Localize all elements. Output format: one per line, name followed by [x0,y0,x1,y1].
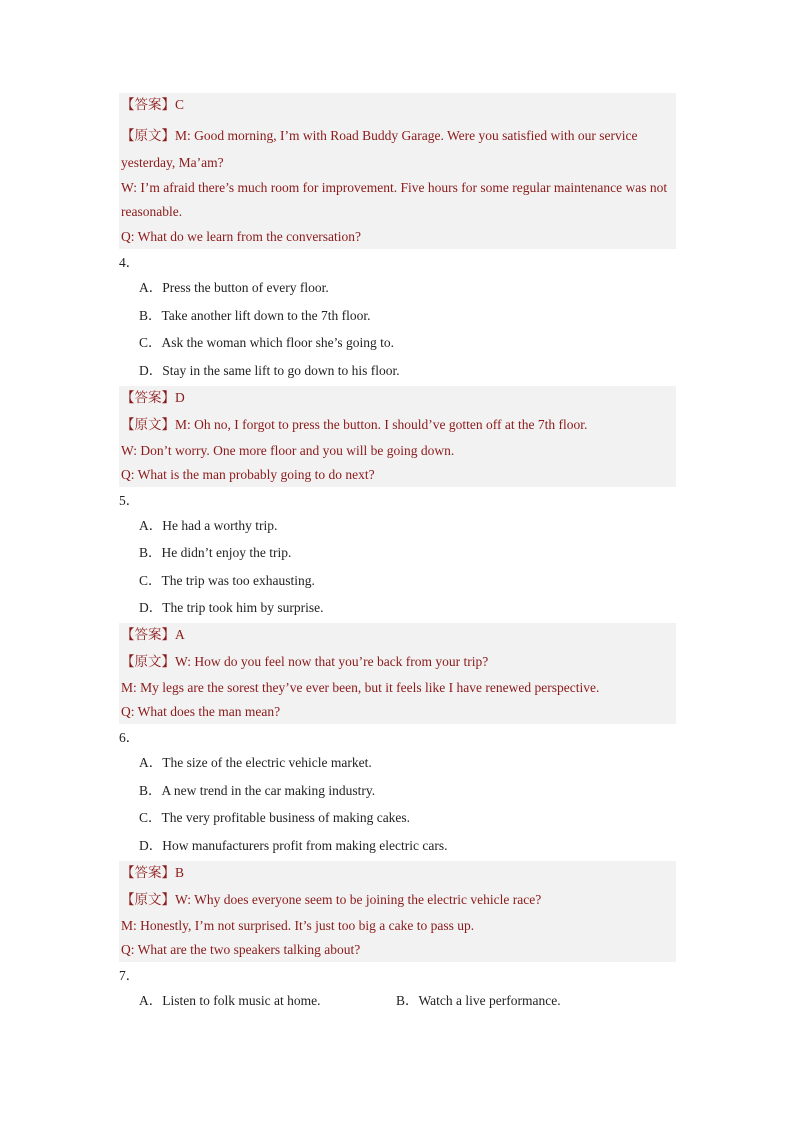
option-b: B．A new trend in the car making industry. [139,782,376,798]
option-d: D．Stay in the same lift to go down to his floor. [139,362,400,378]
question-number: 5． [119,492,140,508]
answer-line: 【答案】C [121,97,185,112]
transcript-line: 【原文】W: How do you feel now that you’re back from your trip? [121,654,489,669]
option-a: A．Listen to folk music at home. [139,992,321,1008]
transcript-line: Q: What is the man probably going to do next? [121,466,375,482]
answer-line: 【答案】B [121,864,185,880]
option-c: C．The trip was too exhausting. [139,572,315,588]
options-row [119,991,676,1011]
option-a: A．The size of the electric vehicle market. [139,755,372,770]
answer-block-6 [119,861,676,962]
answer-block-5 [119,623,676,724]
option-d: D．How manufacturers profit from making electric cars. [139,837,448,853]
transcript-line: 【原文】M: Good morning, I’m with Road Buddy Garage. Were you satisfied with our service yesterday, Ma’am? [121,128,638,170]
transcript-line: Q: What does the man mean? [121,704,281,719]
question-number: 6． [119,730,140,745]
option-c: C．Ask the woman which floor she’s going to. [139,335,394,350]
transcript-line: W: I’m afraid there’s much room for improvement. Five hours for some regular maintenance was not reasonable. [121,180,668,219]
answer-line: 【答案】A [121,627,185,642]
option-b: B．Watch a live performance. [396,992,561,1008]
option-b: B．He didn’t enjoy the trip. [139,545,292,560]
question-number: 7． [119,967,140,983]
option-a: A．Press the button of every floor. [139,280,329,295]
question-number: 4． [119,255,140,270]
transcript-line: Q: What are the two speakers talking about? [121,941,361,957]
option-c: C．The very profitable business of making cakes. [139,810,411,825]
option-b: B．Take another lift down to the 7th floor. [139,307,371,323]
document-page [119,93,676,1018]
transcript-line: 【原文】W: Why does everyone seem to be joining the electric vehicle race? [121,891,542,907]
transcript-line: M: My legs are the sorest they’ve ever been, but it feels like I have renewed perspective. [121,680,600,695]
transcript-line: 【原文】M: Oh no, I forgot to press the button. I should’ve gotten off at the 7th floor. [121,416,588,432]
transcript-line: M: Honestly, I’m not surprised. It’s just too big a cake to pass up. [121,917,475,933]
transcript-line: Q: What do we learn from the conversation? [121,229,362,244]
transcript-line: W: Don’t worry. One more floor and you will be going down. [121,442,455,458]
answer-block-4 [119,386,676,487]
answer-block-3 [119,93,676,249]
option-d: D．The trip took him by surprise. [139,600,324,615]
answer-line: 【答案】D [121,389,185,405]
option-a: A．He had a worthy trip. [139,517,278,533]
